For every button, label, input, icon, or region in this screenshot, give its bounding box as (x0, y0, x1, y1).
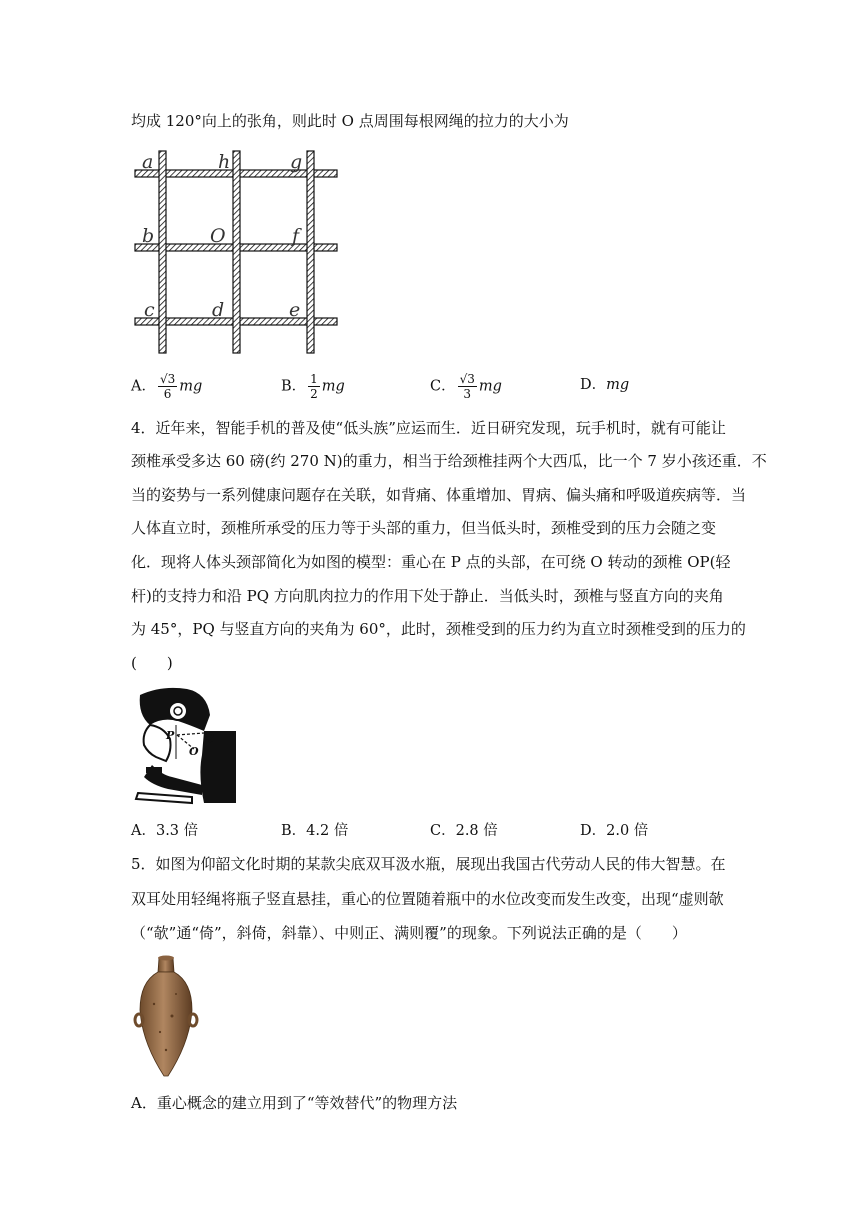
q5-option-a[interactable]: A．重心概念的建立用到了“等效替代”的物理方法 (131, 1094, 458, 1112)
q3-option-d[interactable]: D．mg (580, 377, 630, 393)
water-bottle-figure (130, 954, 202, 1080)
net-label: b (142, 225, 155, 247)
net-label: g (290, 151, 303, 173)
q4-line-3: 当的姿势与一系列健康问题存在关联，如背痛、体重增加、胃病、偏头痛和呼吸道疾病等．当 (131, 486, 747, 504)
q4-option-d[interactable]: D．2.0 倍 (580, 823, 649, 839)
net-label: f (292, 225, 300, 247)
net-label: a (142, 151, 154, 173)
q3-option-a[interactable]: A． $\frac{√3}{6}$ mg (131, 372, 203, 401)
head-neck-figure (132, 685, 238, 809)
q4-line-7: 为 45°，PQ 与竖直方向的夹角为 60°，此时，颈椎受到的压力约为直立时颈椎受到的压力的 (131, 620, 746, 638)
net-label: e (289, 299, 301, 321)
q4-option-c[interactable]: C．2.8 倍 (430, 823, 498, 839)
q4-line-4: 人体直立时，颈椎所承受的压力等于头部的重力，但当低头时，颈椎受到的压力会随之变 (131, 519, 717, 537)
q4-line-8: ( ) (131, 654, 173, 672)
q4-line-6: 杆)的支持力和沿 PQ 方向肌肉拉力的作用下处于静止．当低头时，颈椎与竖直方向的夹角 (131, 587, 724, 605)
figure-label-q: Q (204, 730, 214, 743)
q5-line-3: （“欹”通“倚”，斜倚，斜靠）、中则正、满则覆”的现象。下列说法正确的是（ ） (131, 924, 687, 942)
figure-label-o: O (189, 745, 199, 758)
q5-line-2: 双耳处用轻绳将瓶子竖直悬挂，重心的位置随着瓶中的水位改变而发生改变，出现“虚则欹 (131, 890, 724, 908)
q3-option-c[interactable]: C． $\frac{√3}{3}$ mg (430, 372, 502, 401)
q5-line-1: 5．如图为仰韶文化时期的某款尖底双耳汲水瓶，展现出我国古代劳动人民的伟大智慧。在 (131, 855, 726, 873)
net-label: d (212, 299, 225, 321)
q4-line-5: 化．现将人体头颈部简化为如图的模型：重心在 P 点的头部，在可绕 O 转动的颈椎 OP(轻 (131, 553, 731, 571)
q4-line-2: 颈椎承受多达 60 磅(约 270 N)的重力，相当于给颈椎挂两个大西瓜，比一个 7 岁小孩还重．不 (131, 452, 767, 470)
q4-line-1: 4．近年来，智能手机的普及使“低头族”应运而生．近日研究发现，玩手机时，就有可能让 (131, 419, 726, 437)
q4-option-b[interactable]: B．4.2 倍 (281, 823, 349, 839)
net-label: h (218, 151, 231, 173)
net-label: c (144, 299, 155, 321)
q3-text-line: 均成 120°向上的张角，则此时 O 点周围每根网绳的拉力的大小为 (131, 112, 569, 130)
net-label: O (210, 225, 226, 247)
q3-option-b[interactable]: B． $\frac{1}{2}$ mg (281, 372, 345, 401)
figure-label-p: P (166, 729, 175, 742)
q4-option-a[interactable]: A．3.3 倍 (131, 823, 199, 839)
net-figure (130, 148, 350, 358)
